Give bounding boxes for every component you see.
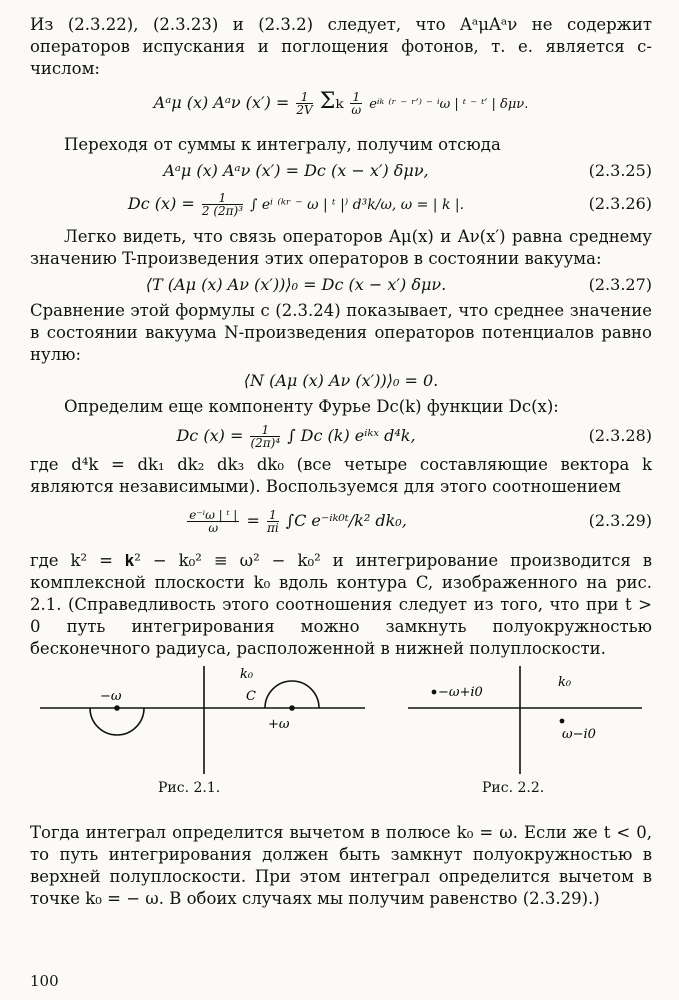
equation-number: (2.3.28) bbox=[588, 426, 652, 445]
paragraph-5: Определим еще компоненту Фурье Dc(k) функции Dc(x): bbox=[64, 397, 559, 416]
equation-2-3-26: Dc (x) = $\frac{1}{\text{2 (2π)³}}$ ∫ eⁱ ⁽ᵏʳ ⁻ ω | ᵗ |⁾ d³k/ω, ω = | k |. (2.3.26) bbox=[30, 186, 652, 222]
fig1-pos-pole-label: +ω bbox=[268, 717, 290, 732]
fig2-upper-pole-label: −ω+i0 bbox=[438, 685, 483, 700]
equation-number: (2.3.29) bbox=[588, 511, 652, 530]
eq-rhs: eⁱᵏ ⁽ʳ ⁻ ʳ′⁾ ⁻ ⁱω | ᵗ ⁻ ᵗ′ | δμν. bbox=[369, 97, 529, 112]
fig2-lower-pole-label: ω−i0 bbox=[562, 727, 596, 742]
pole-lower bbox=[560, 719, 563, 722]
caption-fig-2-2: Рис. 2.2. bbox=[482, 780, 545, 796]
paragraph-8: Тогда интеграл определится вычетом в полюсе k₀ = ω. Если же t < 0, то путь интегрирования должен быть замкнут полуокружностью в верхней полуплоскости. При этом интеграл определится вычетом в точке k₀ = − ω. В обоих случаях мы получим равенство (2.3.29).) bbox=[30, 823, 652, 908]
equation-number: (2.3.26) bbox=[588, 194, 652, 213]
contour-upper-arc bbox=[265, 681, 319, 708]
pole-pos bbox=[290, 706, 294, 710]
contour-figures bbox=[30, 666, 652, 816]
equation-2-3-27: ⟨T (Aμ (x) Aν (x′))⟩₀ = Dc (x − x′) δμν. (2.3.27) bbox=[30, 270, 652, 300]
figure-2-2 bbox=[408, 666, 642, 774]
caption-fig-2-1: Рис. 2.1. bbox=[158, 780, 221, 796]
equation-2-3-29: $\frac{\text{e⁻ⁱω | ᵗ |}}{\omega}$ = $\frac{1}{\pi i}$ ∫C e⁻ⁱᵏ⁰ᵗ/k² dk₀, (2.3.29) bbox=[30, 498, 652, 544]
equation-n-product: ⟨N (Aμ (x) Aν (x′))⟩₀ = 0. bbox=[243, 371, 439, 390]
paragraph-6: где d⁴k = dk₁ dk₂ dk₃ dk₀ (все четыре составляющие вектора k являются независимыми). Воспользуемся для этого соотношением bbox=[30, 455, 652, 496]
fig2-axis-label: k₀ bbox=[558, 675, 572, 690]
equation-sum bbox=[30, 80, 652, 124]
figures bbox=[30, 666, 652, 816]
fig1-axis-label: k₀ bbox=[240, 667, 254, 682]
paragraph-2: Переходя от суммы к интегралу, получим отсюда bbox=[64, 135, 501, 154]
fig1-neg-pole-label: −ω bbox=[100, 689, 122, 704]
paragraph-3: Легко видеть, что связь операторов Aμ(x) и Aν(x′) равна среднему значению T-произведения этих операторов в состоянии вакуума: bbox=[30, 227, 652, 268]
eq-frac: $\frac{1}{2V}$ bbox=[296, 90, 313, 117]
pole-neg bbox=[115, 706, 119, 710]
equation-2-3-28: Dc (x) = $\frac{1}{\text{(2π)⁴}}$ ∫ Dc (k) eⁱᵏˣ d⁴k, (2.3.28) bbox=[30, 418, 652, 454]
figure-2-1 bbox=[40, 666, 365, 774]
pole-upper bbox=[432, 690, 435, 693]
eq-lhs: Aᵃμ (x) Aᵃν (x′) = bbox=[153, 93, 295, 112]
sum-sign: Σₖ bbox=[319, 89, 344, 114]
eq-frac: $\frac{1}{\pi i}$ bbox=[266, 508, 279, 535]
paragraph-4: Сравнение этой формулы с (2.3.24) показывает, что среднее значение в состоянии вакуума N-произведения операторов потенциалов равно нулю: bbox=[30, 301, 652, 364]
equation-number: (2.3.27) bbox=[588, 275, 652, 294]
equation-number: (2.3.25) bbox=[588, 161, 652, 180]
page-content bbox=[30, 14, 652, 910]
equation-2-3-25: Aᵃμ (x) Aᵃν (x′) = Dc (x − x′) δμν, (2.3.25) bbox=[30, 156, 652, 186]
eq-frac: $\frac{1}{\text{(2π)⁴}}$ bbox=[250, 423, 281, 450]
contour-lower-arc bbox=[90, 708, 144, 735]
eq-frac: $\frac{1}{\text{2 (2π)³}}$ bbox=[201, 191, 244, 218]
paragraph-1: Из (2.3.22), (2.3.23) и (2.3.2) следует, что AᵃμAᵃν не содержит операторов испускания и поглощения фотонов, т. е. является c-числом: bbox=[30, 15, 652, 78]
paragraph-7: где k² = 𝐤² − k₀² ≡ ω² − k₀² и интегрирование производится в комплексной плоскости k₀ вдоль контура C, изображенного на рис. 2.1. (Справедливость этого соотношения следует из того, что при t > 0 путь интегрирования можно замкнуть полуокружностью бесконечного радиуса, расположенной в нижней полуплоскости. bbox=[30, 551, 652, 658]
eq-frac-2: $\frac{1}{\omega}$ bbox=[351, 90, 362, 117]
fig1-contour-label: C bbox=[246, 689, 256, 704]
page-number: 100 bbox=[30, 972, 59, 990]
eq-lhs-frac: $\frac{\text{e⁻ⁱω | ᵗ |}}{\omega}$ bbox=[189, 508, 238, 535]
